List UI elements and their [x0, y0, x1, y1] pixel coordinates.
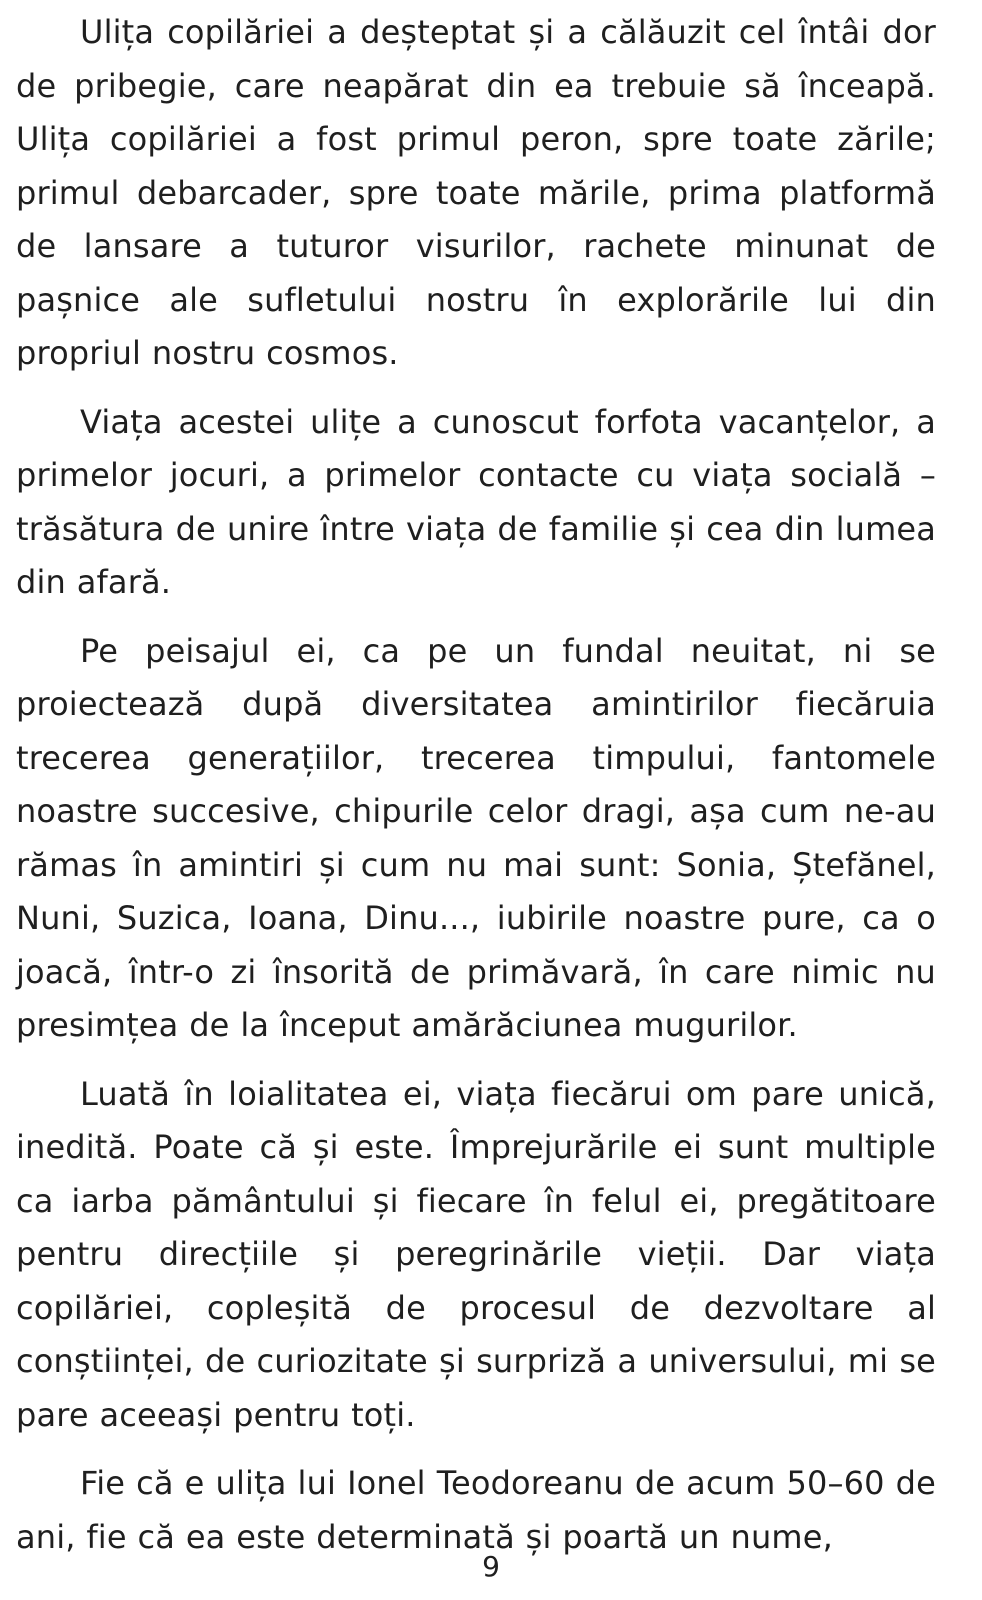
paragraph-3: Pe peisajul ei, ca pe un fundal neuitat, ni se proiectează după diversitatea amintirilor fiecăruia trecerea generațiilor, trecerea timpului, fantomele noastre succesive, chipurile celor dragi, așa cum ne-au rămas în amintiri și cum nu mai sunt: Sonia, Ștefănel, Nuni, Suzica, Ioana, Dinu..., iubirile noastre pure, ca o joacă, într-o zi însorită de primăvară, în care nimic nu presimțea de la început amărăciunea mugurilor. [16, 631, 936, 1044]
paragraph-1: Ulița copilăriei a deșteptat și a călăuzit cel întâi dor de pribegie, care neapărat din ea trebuie să înceapă. Ulița copilăriei a fost primul peron, spre toate zările; primul debarcader, spre toate mările, prima platformă de lansare a tuturor visurilor, rachete minunat de pașnice ale sufletului nostru în explorările lui din propriul nostru cosmos. [16, 13, 936, 372]
paragraph-4: Luată în loialitatea ei, viața fiecărui om pare unică, inedită. Poate că și este. Împrejurările ei sunt multiple ca iarba pământului și fiecare în felul ei, pregătitoare pentru direcțiile și peregrinările vieții. Dar viața copilăriei, copleșită de procesul de dezvoltare al conștiinței, de curiozitate și surpriză a universului, mi se pare aceeași pentru toți. [16, 1074, 936, 1434]
paragraph-5: Fie că e ulița lui Ionel Teodoreanu de acum 50–60 de ani, fie că ea este determinată și poartă un nume, [16, 1464, 936, 1556]
page-number: 9 [482, 1550, 500, 1583]
paragraph-2: Viața acestei ulițe a cunoscut forfota vacanțelor, a primelor jocuri, a primelor contacte cu viața socială – trăsătura de unire între viața de familie și cea din lumea din afară. [16, 402, 936, 601]
book-page [16, 6, 936, 1579]
